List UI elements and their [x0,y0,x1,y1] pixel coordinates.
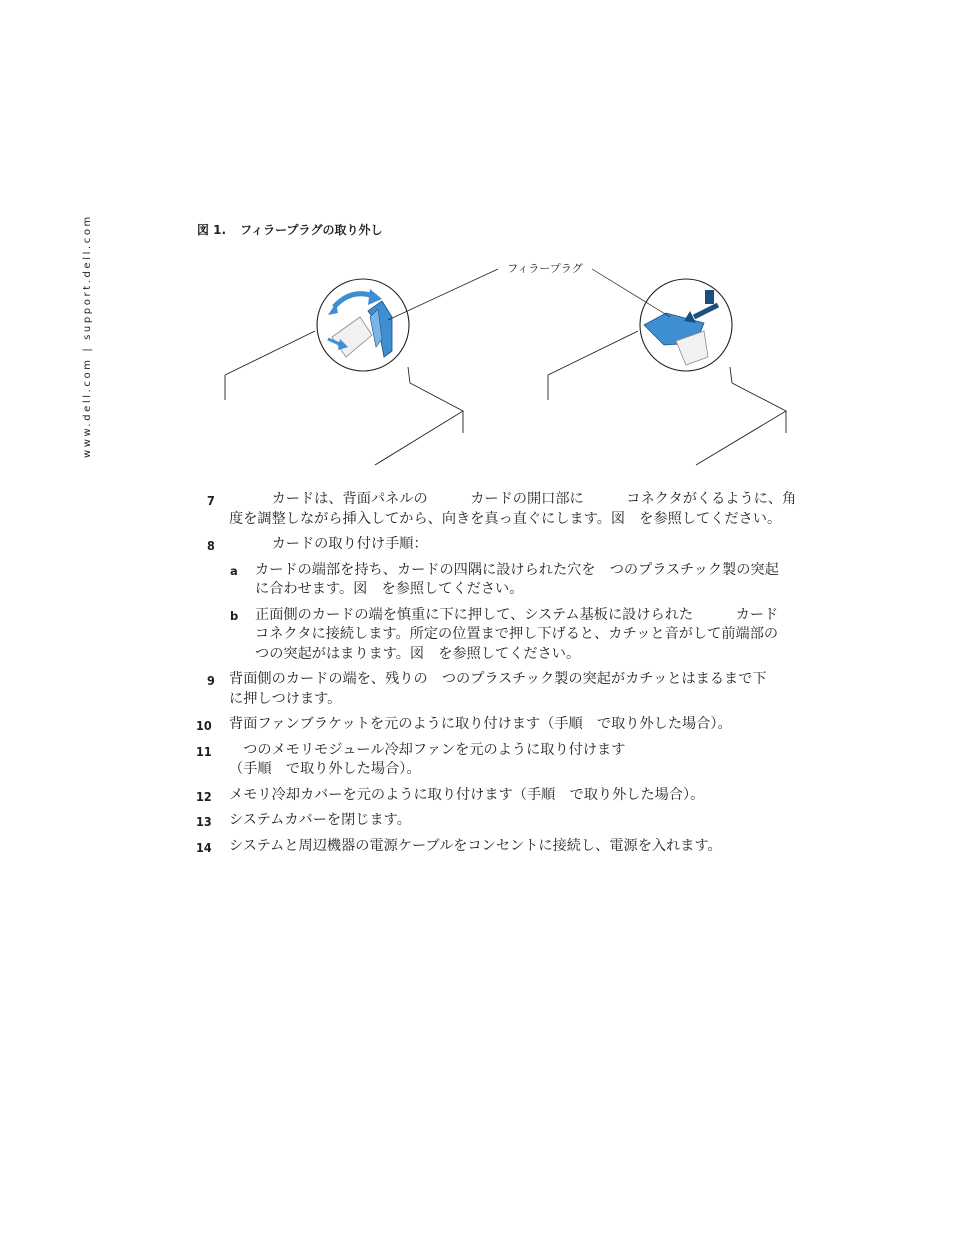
substep-letter: b [230,608,239,623]
step-10 [196,715,826,735]
step-12 [196,786,826,806]
step-number: 7 [207,493,215,508]
side-url: www.dell.com | support.dell.com [82,214,93,458]
step-text: 背面側のカードの端を、残りの つのプラスチック製の突起がカチッとはまるまで下 に押しつけます。 [229,671,767,707]
step-number: 8 [207,538,215,553]
figure-caption [197,221,397,238]
step-8b [196,606,826,665]
step-14 [196,837,826,857]
step-13 [196,811,826,831]
procedure-steps [196,490,826,862]
step-text: 背面ファンブラケットを元のように取り付けます（手順 で取り外した場合）。 [229,716,732,732]
step-8a [196,561,826,600]
step-text: カードの取り付け手順： [229,536,428,552]
step-8 [196,535,826,555]
substep-text: 正面側のカードの端を慎重に下に押して、システム基板に設けられた カード コネクタに接続します。所定の位置まで押し下げると、カチッと音がして前端部の つの突起がはまります。図 を参照してください。 [255,606,779,662]
step-7 [196,490,826,529]
substep-text: カードの端部を持ち、カードの四隅に設けられた穴を つのプラスチック製の突起 に合わせます。図 を参照してください。 [255,561,779,597]
step-number: 10 [196,718,212,733]
left-detail-circle [317,279,409,371]
step-number: 9 [207,673,215,688]
step-number: 14 [196,839,212,855]
step-number: 12 [196,788,212,804]
step-text: メモリ冷却カバーを元のように取り付けます（手順 で取り外した場合）。 [229,786,705,803]
step-number: 11 [196,743,212,759]
callout-label: フィラープラグ [507,262,583,275]
filler-plug-illustration [220,255,820,470]
figure-number: 図 1. [197,223,227,237]
step-9 [196,670,826,709]
right-detail-circle [640,279,732,371]
step-text: つのメモリモジュール冷却ファンを元のように取り付けます （手順 で取り外した場合）。 [229,741,626,777]
substep-letter: a [230,563,238,578]
step-text: システムと周辺機器の電源ケーブルをコンセントに接続し、電源を入れます。 [229,837,722,854]
step-number: 13 [196,814,212,829]
figure-title: フィラープラグの取り外し [240,223,383,237]
step-text: カードは、背面パネルの カードの開口部に コネクタがくるように、角 度を調整しながら挿入してから、向きを真っ直ぐにします。図 を参照してください。 [229,491,797,527]
step-11 [196,741,826,780]
step-text: システムカバーを閉じます。 [229,812,411,828]
